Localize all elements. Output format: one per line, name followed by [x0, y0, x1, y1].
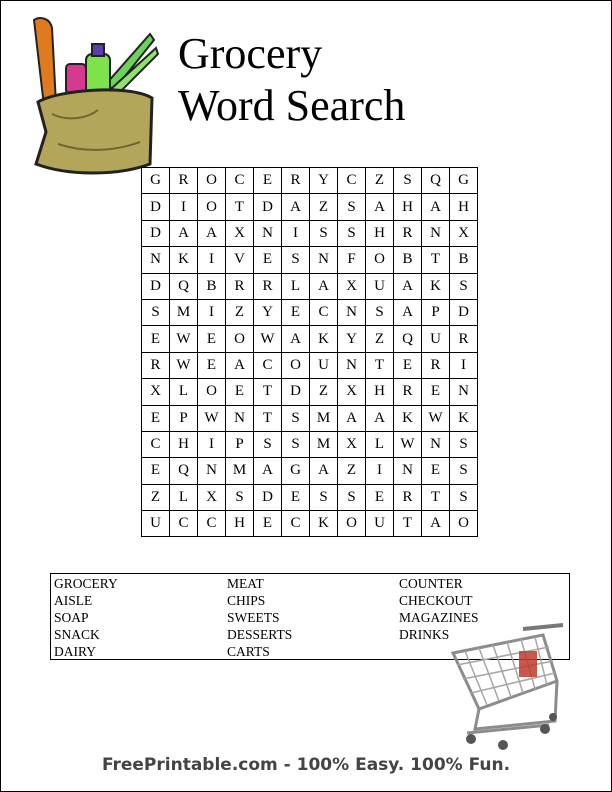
- grid-cell: L: [282, 273, 310, 299]
- title-line-2: Word Search: [178, 81, 406, 130]
- grid-cell: E: [226, 379, 254, 405]
- grid-cell: G: [142, 168, 170, 194]
- grid-cell: S: [366, 299, 394, 325]
- grid-cell: O: [338, 511, 366, 537]
- grid-cell: L: [170, 379, 198, 405]
- grid-cell: S: [338, 484, 366, 510]
- grid-cell: D: [450, 299, 478, 325]
- grid-cell: S: [282, 431, 310, 457]
- grid-cell: Q: [170, 273, 198, 299]
- grid-cell: S: [394, 168, 422, 194]
- grid-cell: S: [254, 431, 282, 457]
- grid-cell: E: [394, 352, 422, 378]
- grid-cell: V: [226, 247, 254, 273]
- footer-credit: FreePrintable.com - 100% Easy. 100% Fun.: [101, 755, 511, 775]
- grid-cell: S: [142, 299, 170, 325]
- grid-cell: H: [170, 431, 198, 457]
- grid-cell: A: [422, 511, 450, 537]
- grid-cell: I: [366, 458, 394, 484]
- grid-cell: Q: [170, 458, 198, 484]
- grid-cell: A: [282, 194, 310, 220]
- page-title: [178, 28, 405, 132]
- grid-cell: R: [394, 379, 422, 405]
- grid-cell: A: [170, 220, 198, 246]
- grid-row: [142, 273, 478, 299]
- grid-cell: A: [310, 458, 338, 484]
- grid-cell: U: [366, 511, 394, 537]
- grid-cell: B: [450, 247, 478, 273]
- grid-cell: N: [254, 220, 282, 246]
- grid-cell: Z: [226, 299, 254, 325]
- word-list-item: GROCERY: [54, 576, 118, 591]
- grid-cell: O: [450, 511, 478, 537]
- grid-cell: S: [310, 484, 338, 510]
- grid-cell: A: [394, 299, 422, 325]
- grid-cell: S: [338, 220, 366, 246]
- grid-cell: M: [226, 458, 254, 484]
- grid-cell: S: [450, 458, 478, 484]
- grid-cell: R: [422, 352, 450, 378]
- grid-cell: N: [338, 352, 366, 378]
- grid-cell: E: [142, 326, 170, 352]
- grid-cell: E: [366, 484, 394, 510]
- grid-row: [142, 352, 478, 378]
- grid-cell: M: [310, 405, 338, 431]
- grid-cell: A: [282, 326, 310, 352]
- word-list-item: DAIRY: [54, 644, 97, 659]
- grid-cell: E: [422, 379, 450, 405]
- grid-cell: E: [422, 458, 450, 484]
- grid-cell: E: [254, 511, 282, 537]
- grid-cell: A: [226, 352, 254, 378]
- grid-cell: K: [310, 326, 338, 352]
- grid-cell: S: [282, 247, 310, 273]
- grid-cell: P: [226, 431, 254, 457]
- grid-cell: B: [198, 273, 226, 299]
- grid-cell: X: [450, 220, 478, 246]
- grid-cell: G: [450, 168, 478, 194]
- grid-cell: X: [338, 431, 366, 457]
- grid-cell: A: [366, 405, 394, 431]
- grid-cell: A: [198, 220, 226, 246]
- grid-cell: E: [142, 458, 170, 484]
- grid-cell: D: [142, 273, 170, 299]
- grid-cell: Y: [338, 326, 366, 352]
- grid-cell: T: [366, 352, 394, 378]
- grid-cell: Z: [338, 458, 366, 484]
- grid-cell: A: [422, 194, 450, 220]
- grid-cell: U: [422, 326, 450, 352]
- grid-cell: Q: [394, 326, 422, 352]
- grid-cell: N: [422, 220, 450, 246]
- grid-cell: O: [198, 194, 226, 220]
- grid-cell: L: [170, 484, 198, 510]
- word-list-item: SOAP: [54, 610, 89, 625]
- grid-row: [142, 405, 478, 431]
- grid-cell: W: [394, 431, 422, 457]
- grid-cell: D: [142, 220, 170, 246]
- word-list-column-1: [54, 575, 118, 660]
- grid-cell: I: [198, 299, 226, 325]
- grid-cell: A: [254, 458, 282, 484]
- grid-cell: X: [142, 379, 170, 405]
- grid-cell: L: [366, 431, 394, 457]
- grid-cell: T: [226, 194, 254, 220]
- grid-row: [142, 379, 478, 405]
- grid-cell: T: [254, 405, 282, 431]
- grid-cell: P: [170, 405, 198, 431]
- shopping-cart-illustration: [445, 617, 570, 757]
- grid-cell: K: [394, 405, 422, 431]
- word-list-item: DRINKS: [399, 627, 450, 642]
- grid-cell: T: [422, 247, 450, 273]
- grid-cell: K: [450, 405, 478, 431]
- grid-cell: A: [310, 273, 338, 299]
- grid-cell: O: [282, 352, 310, 378]
- grid-cell: C: [254, 352, 282, 378]
- grid-cell: H: [394, 194, 422, 220]
- word-list-item: DESSERTS: [227, 627, 293, 642]
- grid-cell: O: [198, 379, 226, 405]
- grid-cell: W: [170, 326, 198, 352]
- grid-row: [142, 220, 478, 246]
- grid-cell: W: [170, 352, 198, 378]
- grid-cell: H: [366, 220, 394, 246]
- grid-cell: D: [282, 379, 310, 405]
- word-list-item: AISLE: [54, 593, 93, 608]
- grid-cell: N: [394, 458, 422, 484]
- grid-cell: M: [310, 431, 338, 457]
- grid-cell: R: [226, 273, 254, 299]
- word-list-item: SWEETS: [227, 610, 280, 625]
- grid-cell: R: [282, 168, 310, 194]
- grid-cell: W: [422, 405, 450, 431]
- grid-cell: F: [338, 247, 366, 273]
- grid-cell: N: [142, 247, 170, 273]
- grid-cell: P: [422, 299, 450, 325]
- grid-cell: O: [198, 168, 226, 194]
- word-list-item: CHIPS: [227, 593, 266, 608]
- grid-cell: N: [310, 247, 338, 273]
- grid-cell: D: [254, 484, 282, 510]
- grid-cell: N: [198, 458, 226, 484]
- grid-cell: I: [198, 431, 226, 457]
- grid-cell: D: [254, 194, 282, 220]
- grid-cell: X: [198, 484, 226, 510]
- grid-cell: C: [170, 511, 198, 537]
- grid-row: [142, 247, 478, 273]
- word-list-item: SNACK: [54, 627, 100, 642]
- grid-cell: R: [450, 326, 478, 352]
- grid-cell: C: [282, 511, 310, 537]
- grid-cell: W: [198, 405, 226, 431]
- grid-cell: C: [142, 431, 170, 457]
- grid-cell: U: [142, 511, 170, 537]
- grid-cell: E: [198, 352, 226, 378]
- grid-cell: Z: [310, 379, 338, 405]
- grid-cell: R: [170, 168, 198, 194]
- grid-cell: A: [338, 405, 366, 431]
- grid-cell: Y: [310, 168, 338, 194]
- title-line-1: Grocery: [178, 29, 323, 78]
- grid-cell: T: [254, 379, 282, 405]
- grid-cell: Z: [142, 484, 170, 510]
- grid-cell: Y: [254, 299, 282, 325]
- grid-cell: M: [170, 299, 198, 325]
- grid-cell: S: [282, 405, 310, 431]
- grid-cell: X: [338, 379, 366, 405]
- grid-cell: Z: [310, 194, 338, 220]
- grid-cell: R: [394, 220, 422, 246]
- grid-cell: D: [142, 194, 170, 220]
- grid-row: [142, 511, 478, 537]
- grid-cell: E: [254, 168, 282, 194]
- grid-cell: S: [450, 431, 478, 457]
- grid-cell: H: [226, 511, 254, 537]
- grid-cell: N: [226, 405, 254, 431]
- grid-cell: O: [226, 326, 254, 352]
- grocery-bag-illustration: [28, 14, 163, 179]
- grid-cell: E: [198, 326, 226, 352]
- grid-cell: H: [366, 379, 394, 405]
- grid-cell: N: [450, 379, 478, 405]
- grid-cell: X: [226, 220, 254, 246]
- word-list-item: MEAT: [227, 576, 264, 591]
- grid-cell: S: [338, 194, 366, 220]
- grid-cell: C: [338, 168, 366, 194]
- grid-cell: S: [450, 273, 478, 299]
- grid-cell: A: [394, 273, 422, 299]
- grid-cell: R: [394, 484, 422, 510]
- grid-row: [142, 168, 478, 194]
- grid-cell: N: [422, 431, 450, 457]
- grid-cell: Q: [422, 168, 450, 194]
- word-list-item: CARTS: [227, 644, 270, 659]
- grid-cell: W: [254, 326, 282, 352]
- grid-cell: H: [450, 194, 478, 220]
- grid-cell: E: [254, 247, 282, 273]
- grid-cell: U: [366, 273, 394, 299]
- grid-cell: X: [338, 273, 366, 299]
- grid-cell: C: [226, 168, 254, 194]
- word-list-item: COUNTER: [399, 576, 463, 591]
- grid-cell: E: [142, 405, 170, 431]
- grid-cell: C: [310, 299, 338, 325]
- grid-row: [142, 458, 478, 484]
- grid-cell: E: [282, 484, 310, 510]
- grid-cell: R: [142, 352, 170, 378]
- grid-row: [142, 484, 478, 510]
- grid-cell: K: [310, 511, 338, 537]
- grid-cell: R: [254, 273, 282, 299]
- grid-cell: O: [366, 247, 394, 273]
- grid-cell: K: [422, 273, 450, 299]
- grid-cell: E: [282, 299, 310, 325]
- grid-cell: B: [394, 247, 422, 273]
- grid-cell: T: [422, 484, 450, 510]
- grid-cell: I: [450, 352, 478, 378]
- grid-row: [142, 299, 478, 325]
- grid-cell: G: [282, 458, 310, 484]
- word-list-item: CHECKOUT: [399, 593, 473, 608]
- word-list-item: MAGAZINES: [399, 610, 479, 625]
- grid-cell: S: [450, 484, 478, 510]
- grid-cell: Z: [366, 168, 394, 194]
- grid-cell: I: [170, 194, 198, 220]
- grid-cell: T: [394, 511, 422, 537]
- grid-row: [142, 431, 478, 457]
- grid-cell: A: [366, 194, 394, 220]
- grid-cell: K: [170, 247, 198, 273]
- grid-cell: I: [282, 220, 310, 246]
- grid-row: [142, 194, 478, 220]
- grid-cell: S: [310, 220, 338, 246]
- word-search-grid: [141, 167, 478, 537]
- word-list-column-2: [227, 575, 292, 660]
- grid-cell: I: [198, 247, 226, 273]
- grid-row: [142, 326, 478, 352]
- grid-cell: C: [198, 511, 226, 537]
- grid-cell: N: [338, 299, 366, 325]
- grid-cell: U: [310, 352, 338, 378]
- grid-cell: Z: [366, 326, 394, 352]
- grid-cell: S: [226, 484, 254, 510]
